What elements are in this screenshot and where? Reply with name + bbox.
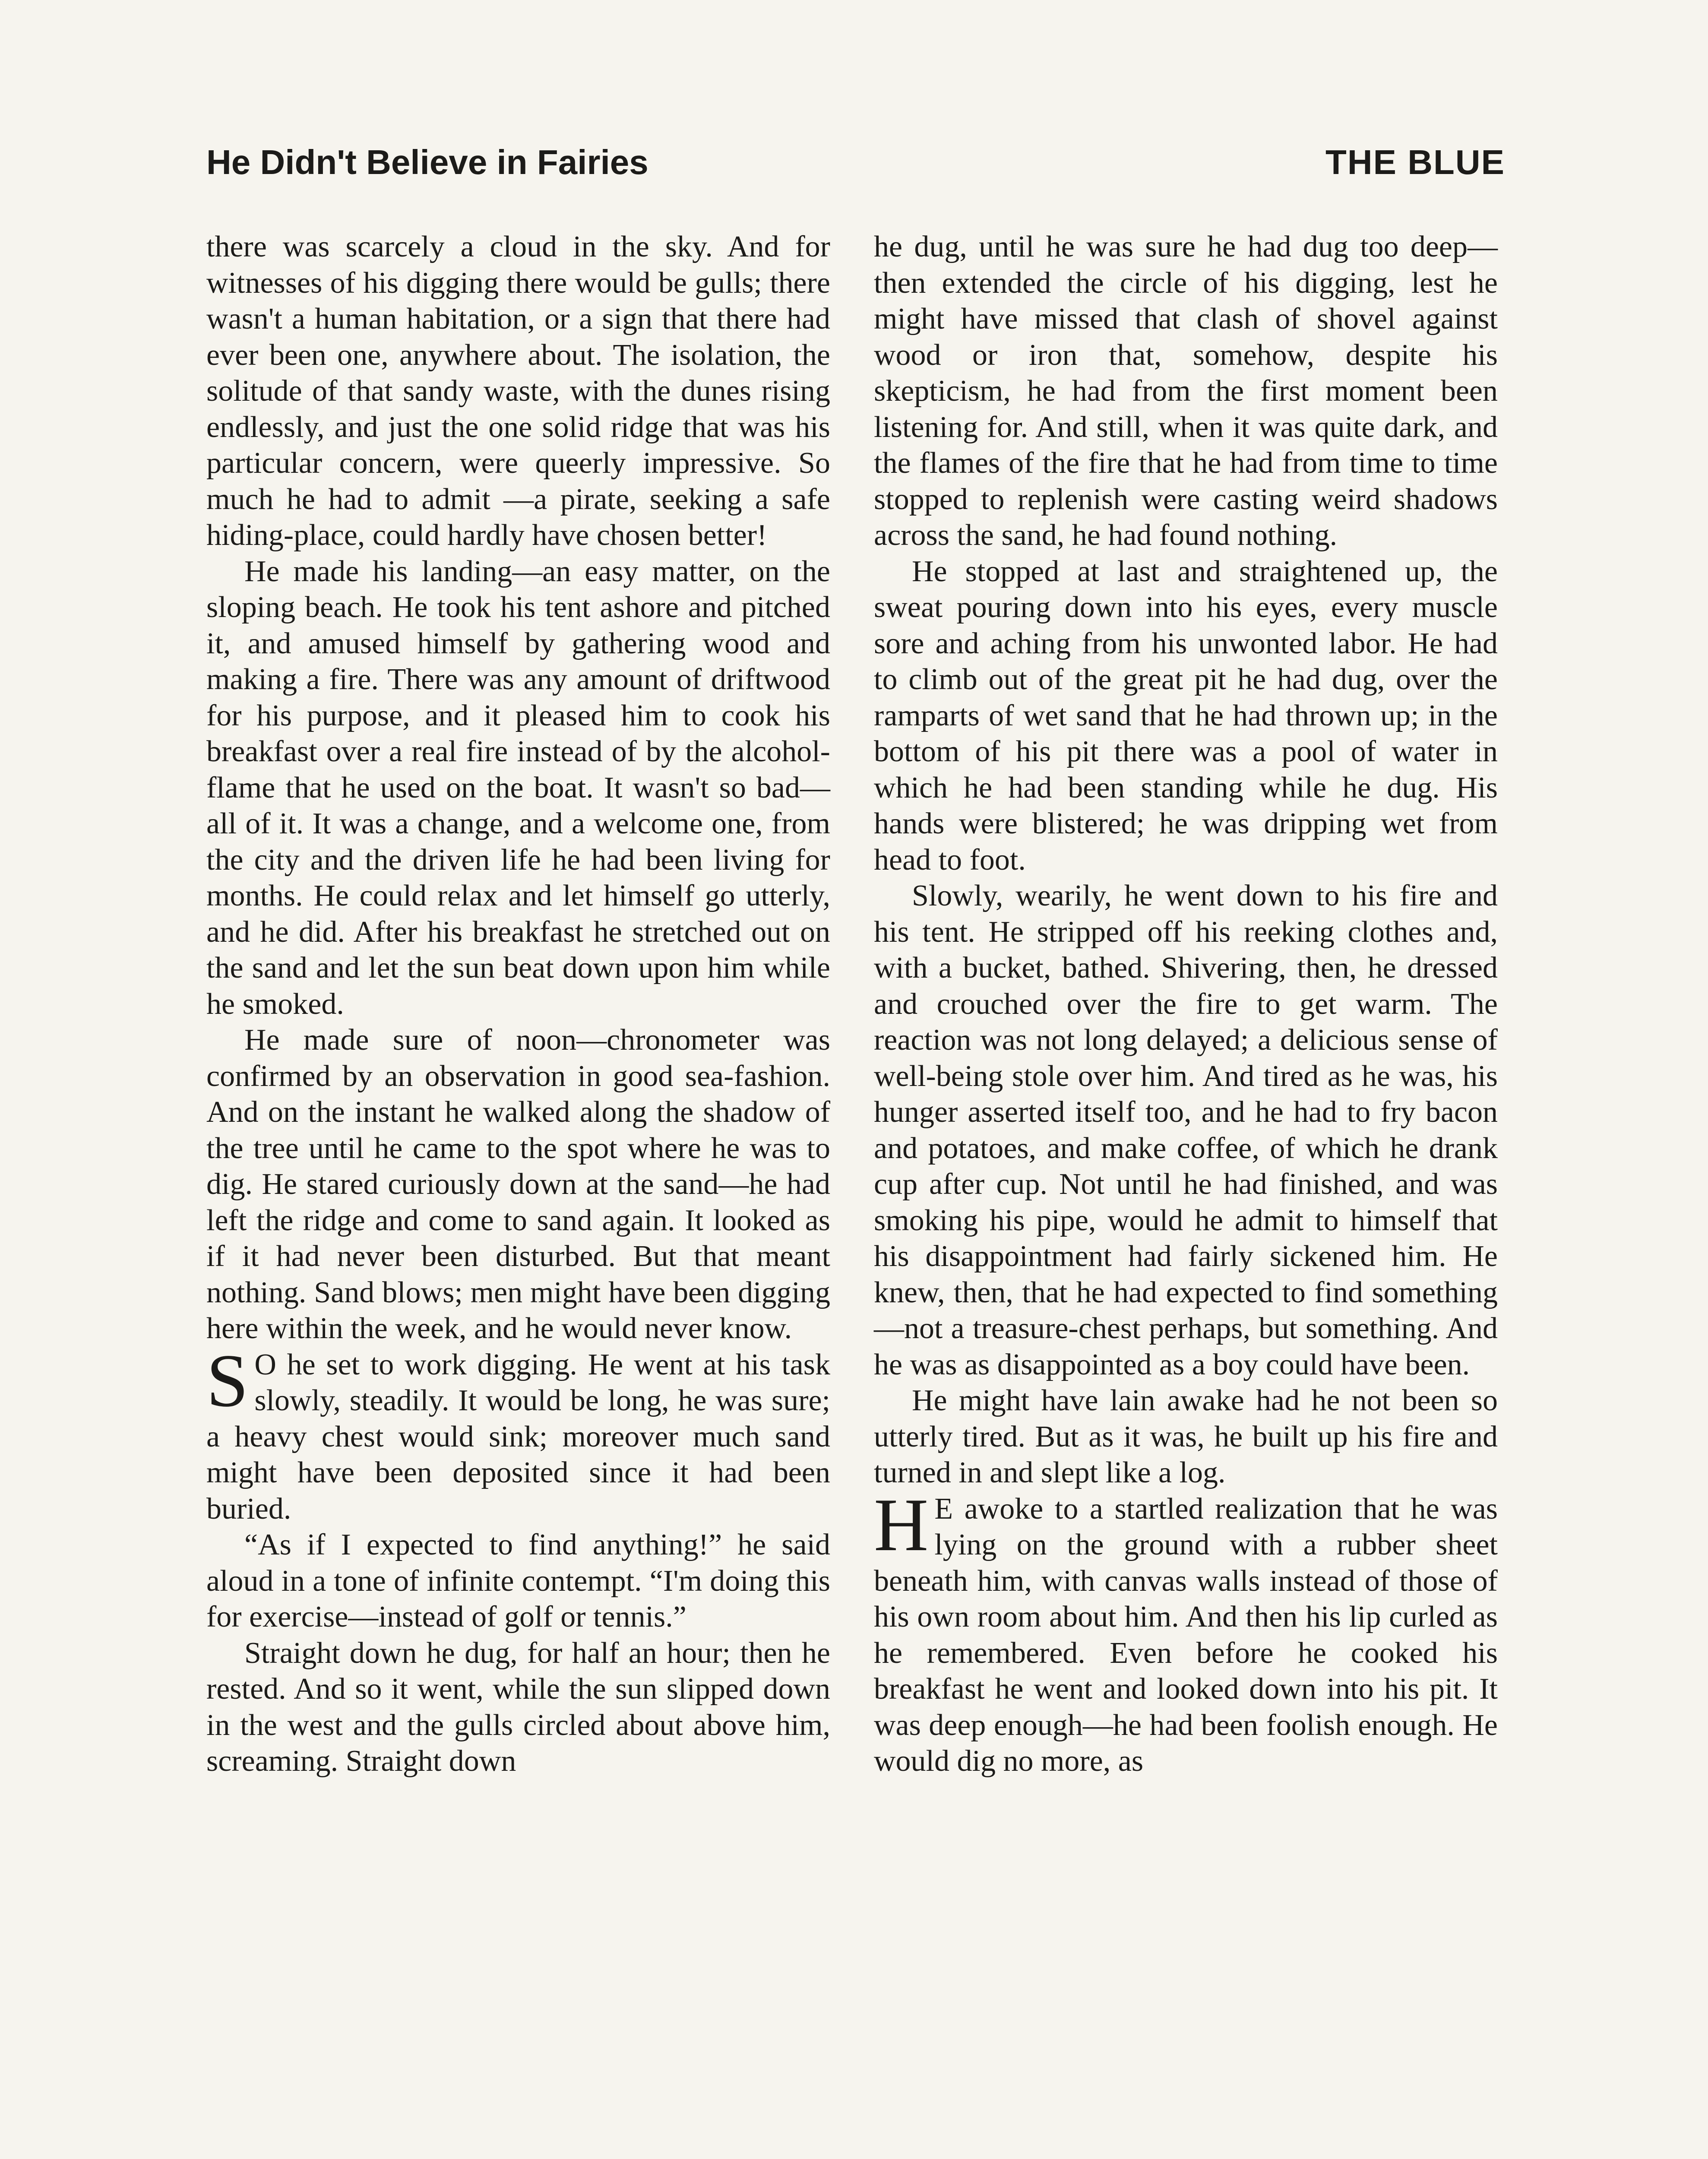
paragraph: there was scarcely a cloud in the sky. And for witnesses of his digging there would be gulls; there wasn't a human habitation, or a sign that there had ever been one, anywhere about. The isolation, the solitude of that sandy waste, with the dunes rising endlessly, and just the one solid ridge that was his particular concern, were queerly impressive. So much he had to admit —a pirate, seeking a safe hiding-place, could hardly have chosen better! bbox=[206, 230, 830, 552]
paragraph: He might have lain awake had he not been so utterly tired. But as it was, he built up his fire and turned in and slept like a log. bbox=[874, 1384, 1498, 1489]
paragraph: He stopped at last and straightened up, the sweat pouring down into his eyes, every muscle sore and aching from his unwonted labor. He had to climb out of the great pit he had dug, over the ramparts of wet sand that he had thrown up; in the bottom of his pit there was a pool of water in which he had been standing while he dug. His hands were blistered; he was dripping wet from head to foot. bbox=[874, 554, 1498, 877]
paragraph: “As if I expected to find anything!” he said aloud in a tone of infinite contempt. “I'm doing this for exercise—instead of golf or tennis.” bbox=[206, 1528, 830, 1633]
paragraph: Straight down he dug, for half an hour; then he rested. And so it went, while the sun slipped down in the west and the gulls circled about above him, screaming. Straight down bbox=[206, 1636, 830, 1778]
magazine-name: THE BLUE bbox=[1325, 143, 1505, 181]
section-paragraph bbox=[206, 1338, 830, 1527]
paragraph: he dug, until he was sure he had dug too deep—then extended the circle of his digging, lest he might have missed that clash of shovel against wood or iron that, somehow, despite his skepticism, he had from the first moment been listening for. And still, when it was quite dark, and the flames of the fire that he had from time to time stopped to replenish were casting weird shadows across the sand, he had found nothing. bbox=[874, 230, 1498, 552]
article-title: He Didn't Believe in Fairies bbox=[206, 143, 648, 181]
drop-cap: S bbox=[206, 1338, 249, 1422]
left-column bbox=[206, 229, 830, 1779]
paragraph: He made his landing—an easy matter, on the sloping beach. He took his tent ashore and pitched it, and amused himself by gathering wood and making a fire. There was any amount of driftwood for his purpose, and it pleased him to cook his breakfast over a real fire instead of by the alcohol-flame that he used on the boat. It wasn't so bad—all of it. It was a change, and a welcome one, from the city and the driven life he had been living for months. He could relax and let himself go utterly, and he did. After his breakfast he stretched out on the sand and let the sun beat down upon him while he smoked. bbox=[206, 554, 830, 1021]
paragraph: Slowly, wearily, he went down to his fire and his tent. He stripped off his reeking clothes and, with a bucket, bathed. Shivering, then, he dressed and crouched over the fire to get warm. The reaction was not long delayed; a delicious sense of well-being stole over him. And tired as he was, his hunger asserted itself too, and he had to fry bacon and potatoes, and make coffee, of which he drank cup after cup. Not until he had finished, and was smoking his pipe, would he admit to himself that his disappointment had fairly sickened him. He knew, then, that he had expected to find something—not a treasure-chest perhaps, but something. And he was as disappointed as a boy could have been. bbox=[874, 879, 1498, 1381]
paragraph-text: O he set to work digging. He went at his task slowly, steadily. It would be long, he was sure; a heavy chest would sink; moreover much sand might have been deposited since it had been buried. bbox=[206, 1348, 830, 1526]
drop-cap: H bbox=[874, 1482, 929, 1567]
paragraph-text: E awoke to a startled realization that he was lying on the ground with a rubber sheet beneath him, with canvas walls instead of those of his own room about him. And then his lip curled as he remembered. Even before he cooked his breakfast he went and looked down into his pit. It was deep enough—he had been foolish enough. He would dig no more, as bbox=[874, 1492, 1498, 1778]
paragraph: He made sure of noon—chronometer was confirmed by an observation in good sea-fashion. And on the instant he walked along the shadow of the tree until he came to the spot where he was to dig. He stared curiously down at the sand—he had left the ridge and come to sand again. It looked as if it had never been disturbed. But that meant nothing. Sand blows; men might have been digging here within the week, and he would never know. bbox=[206, 1023, 830, 1345]
section-paragraph bbox=[874, 1482, 1498, 1779]
right-column bbox=[874, 229, 1498, 1779]
